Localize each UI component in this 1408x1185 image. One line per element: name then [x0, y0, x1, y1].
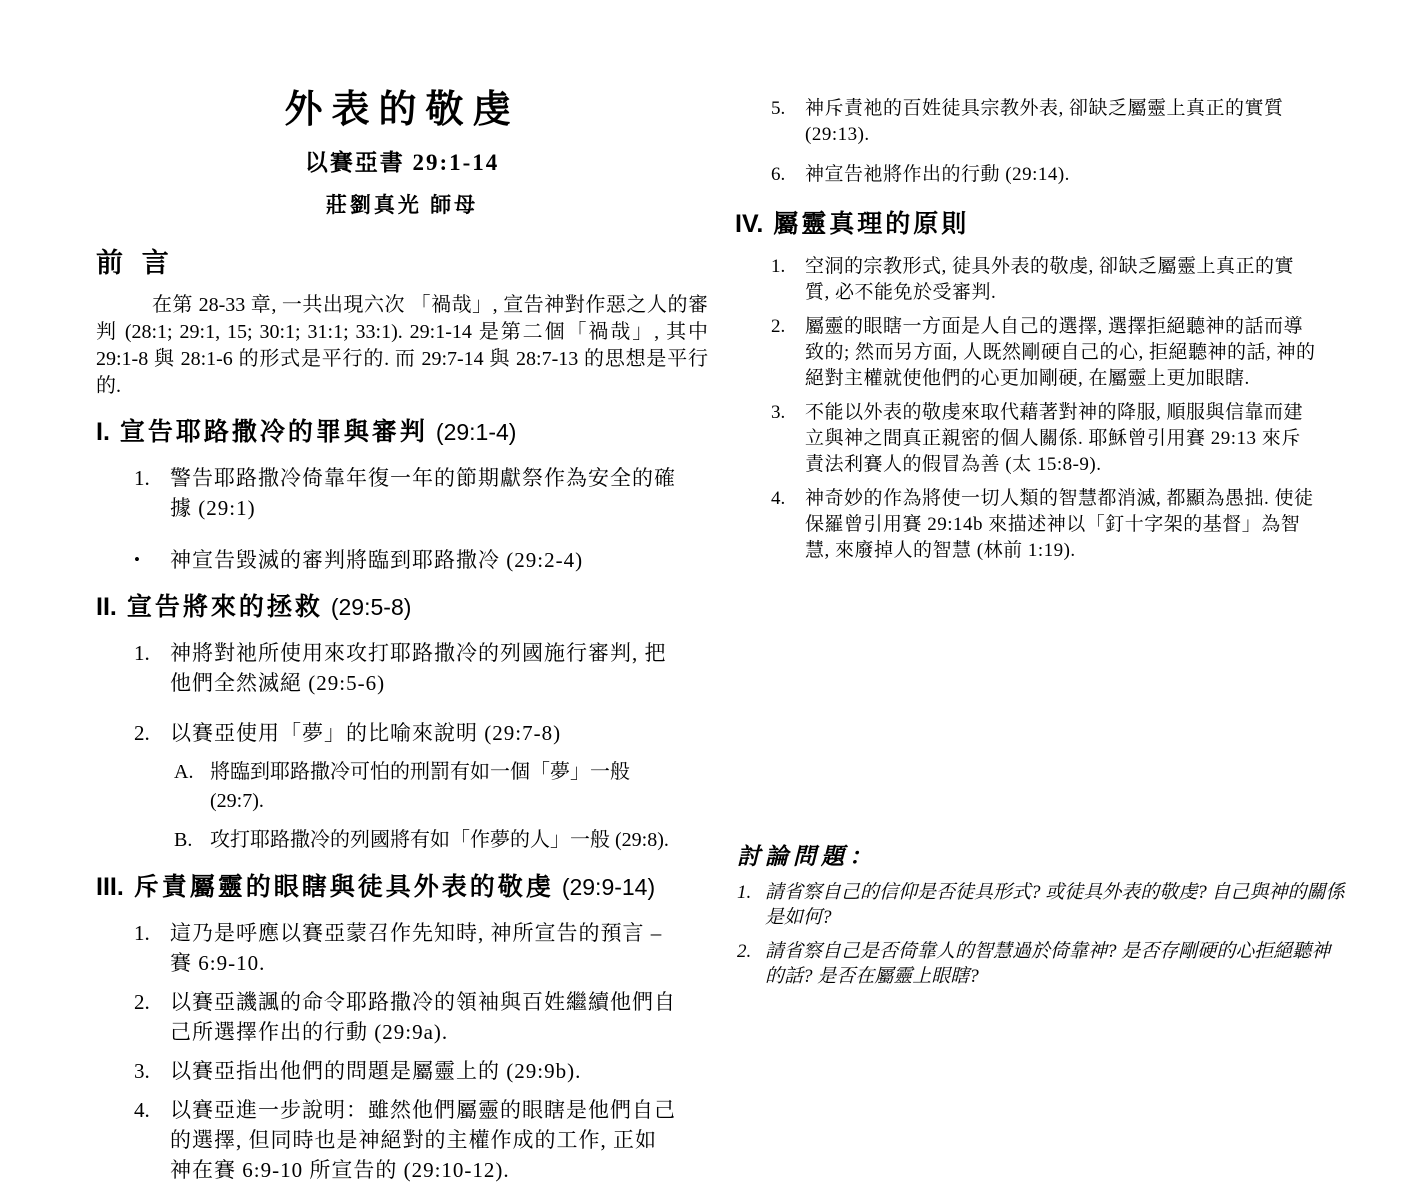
item-marker: 2. — [134, 989, 150, 1014]
section-heading-1 — [96, 414, 708, 454]
item-text: 空洞的宗教形式, 徒具外表的敬虔, 卻缺乏屬靈上真正的實質, 必不能免於受審判. — [805, 256, 1295, 303]
discussion-section — [737, 838, 1357, 989]
subitem-text: 攻打耶路撒冷的列國將有如「作夢的人」一般 (29:8). — [210, 828, 669, 851]
outline-item — [771, 96, 1327, 148]
item-marker: 3. — [771, 402, 786, 423]
outline-item — [134, 987, 708, 1047]
item-text: 屬靈的眼瞎一方面是人自己的選擇, 選擇拒絕聽神的話而導致的; 然而另方面, 人既然剛硬自己的心, 拒絕聽神的話, 神的絕對主權就使他們的心更加剛硬, 在屬靈上更加眼瞎. — [805, 316, 1316, 389]
right-column — [735, 96, 1327, 564]
item-marker: 4. — [134, 1097, 150, 1122]
item-marker: 3. — [134, 1058, 150, 1083]
section-heading-3 — [96, 869, 708, 909]
item-text: 神將對祂所使用來攻打耶路撒冷的列國施行審判, 把他們全然滅絕 (29:5-6) — [170, 640, 667, 695]
section-number: II. — [96, 592, 117, 621]
item-text: 以賽亞指出他們的問題是屬靈上的 (29:9b). — [170, 1058, 582, 1083]
outline-item — [134, 638, 708, 698]
outline-item — [134, 545, 708, 575]
subitem-marker: A. — [174, 760, 194, 783]
item-text: 以賽亞使用「夢」的比喻來說明 (29:7-8) — [170, 720, 562, 745]
discussion-heading: 討論問題： — [737, 844, 877, 869]
item-marker: 2. — [134, 720, 150, 745]
section-ref: (29:9-14) — [561, 873, 656, 900]
outline-item — [134, 1095, 708, 1185]
item-text: 警告耶路撒冷倚靠年復一年的節期獻祭作為安全的確據 (29:1) — [170, 465, 676, 520]
item-marker: 2. — [771, 316, 786, 337]
item-marker: 6. — [771, 164, 786, 185]
item-marker: 4. — [771, 488, 786, 509]
section-number: III. — [96, 872, 124, 901]
bullet-marker: • — [134, 549, 140, 569]
outline-item — [134, 1056, 708, 1086]
item-text: 神宣告祂將作出的行動 (29:14). — [805, 164, 1070, 185]
item-text: 以賽亞進一步說明：雖然他們屬靈的眼瞎是他們自己的選擇, 但同時也是神絕對的主權作成的工作, 正如神在賽 6:9-10 所宣告的 (29:10-12). — [170, 1097, 676, 1182]
section-number: I. — [96, 417, 110, 446]
item-marker: 1. — [771, 256, 786, 277]
item-text: 神奇妙的作為將使一切人類的智慧都消滅, 都顯為愚拙. 使徒保羅曾引用賽 29:14b 來描述神以「釘十字架的基督」為智慧, 來廢掉人的智慧 (林前 1:19). — [805, 488, 1314, 561]
outline-item — [771, 400, 1327, 478]
page-title: 外表的敬虔 — [284, 89, 520, 131]
section-heading-4 — [735, 206, 1327, 246]
section-heading-2 — [96, 589, 708, 629]
scripture-reference: 以賽亞書 29:1-14 — [304, 149, 500, 175]
item-marker: 5. — [771, 98, 786, 119]
item-text: 神斥責祂的百姓徒具宗教外表, 卻缺乏屬靈上真正的實質 (29:13). — [805, 98, 1284, 145]
question-text: 請省察自己是否倚靠人的智慧過於倚靠神? 是否存剛硬的心拒絕聽神的話? 是否在屬靈上眼瞎? — [765, 941, 1331, 987]
item-marker: 1. — [134, 920, 150, 945]
outline-subitem — [174, 758, 708, 816]
section-title: 屬靈真理的原則 — [773, 211, 970, 238]
preface-paragraph: 在第 28-33 章, 一共出現六次 「禍哉」, 宣告神對作惡之人的審判 (28:1; 29:1, 15; 30:1; 31:1; 33:1). 29:1-14 是第二個「禍哉」, 其中 29:1-8 與 28:1-6 的形式是平行的. 而 29:7-14 與 28:7-13 的思想是平行的. — [96, 293, 708, 397]
subitem-marker: B. — [174, 828, 193, 851]
outline-item — [134, 463, 708, 523]
subitem-text: 將臨到耶路撒冷可怕的刑罰有如一個「夢」一般 (29:7). — [210, 760, 630, 812]
preface-heading: 前 言 — [96, 247, 175, 278]
question-marker: 2. — [737, 941, 752, 962]
author-line: 莊劉真光 師母 — [325, 192, 479, 217]
section-ref: (29:1-4) — [435, 418, 517, 445]
left-column — [96, 88, 708, 1185]
section-ref: (29:5-8) — [330, 593, 412, 620]
discussion-question — [737, 880, 1357, 930]
discussion-question — [737, 939, 1357, 989]
outline-item — [134, 718, 708, 748]
item-text: 這乃是呼應以賽亞蒙召作先知時, 神所宣告的預言 – 賽 6:9-10. — [170, 920, 663, 975]
item-text: 不能以外表的敬虔來取代藉著對神的降服, 順服與信靠而建立與神之間真正親密的個人關係. 耶穌曾引用賽 29:13 來斥責法利賽人的假冒為善 (太 15:8-9). — [805, 402, 1304, 475]
item-marker: 1. — [134, 465, 150, 490]
question-marker: 1. — [737, 882, 752, 903]
question-text: 請省察自己的信仰是否徒具形式? 或徒具外表的敬虔? 自己與神的關係是如何? — [765, 882, 1345, 928]
section-number: IV. — [735, 210, 764, 238]
outline-item — [771, 314, 1327, 392]
outline-subitem — [174, 826, 708, 855]
outline-item — [771, 254, 1327, 306]
section-title: 宣告耶路撒冷的罪與審判 — [119, 418, 428, 446]
item-text: 神宣告毀滅的審判將臨到耶路撒冷 (29:2-4) — [170, 547, 584, 572]
outline-item — [771, 486, 1327, 564]
item-text: 以賽亞譏諷的命令耶路撒冷的領袖與百姓繼續他們自己所選擇作出的行動 (29:9a). — [170, 989, 676, 1044]
section-title: 斥責屬靈的眼瞎與徒具外表的敬虔 — [133, 873, 554, 901]
section-title: 宣告將來的拯救 — [126, 593, 323, 621]
item-marker: 1. — [134, 640, 150, 665]
outline-item — [771, 162, 1327, 188]
outline-item — [134, 918, 708, 978]
